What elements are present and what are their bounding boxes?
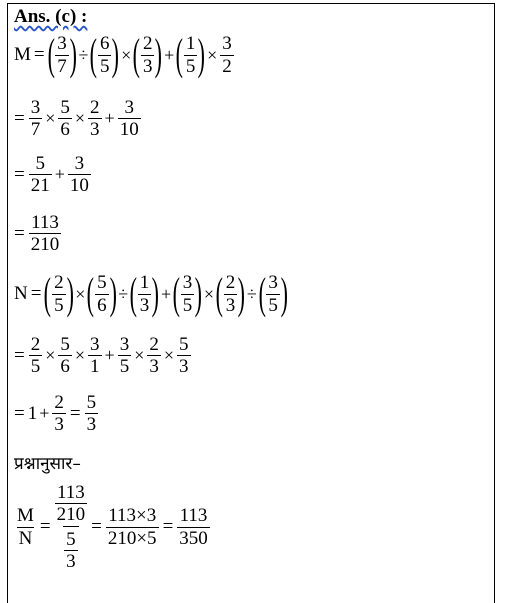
equals-sign: = [14, 344, 25, 366]
fraction: $\frac{5}{3}$ [179, 334, 189, 378]
operator: × [134, 345, 145, 366]
fraction: $\frac{2}{3}$ [90, 97, 100, 141]
fraction: $\frac{5}{6}$ [60, 97, 70, 141]
paren-fraction: ( $\frac{2}{3}$ ) [132, 30, 163, 79]
fraction: $\frac{2}{3}$ [54, 392, 64, 436]
n-definition [14, 269, 288, 318]
m-step-2 [14, 153, 92, 197]
hindi-label [14, 451, 81, 474]
operator: + [39, 403, 50, 424]
compound-fraction [54, 482, 89, 572]
m-symbol: M [14, 44, 31, 65]
fraction: $\frac{3}{10}$ [119, 97, 139, 141]
operator: × [203, 283, 215, 304]
m-step-1 [14, 97, 142, 141]
paren-fraction: ( $\frac{3}{7}$ ) [47, 30, 77, 79]
operator: ÷ [78, 44, 89, 65]
operator: ÷ [246, 283, 257, 304]
operator: × [121, 44, 132, 65]
fraction: $\frac{113}{350}$ [179, 505, 208, 549]
operator: × [75, 283, 86, 304]
fraction: $\frac{5}{6}$ [60, 334, 70, 378]
operator: ÷ [118, 283, 129, 304]
operator: + [104, 108, 115, 129]
fraction: $\frac{5}{21}$ [30, 153, 50, 197]
fraction-m-over-n: $\frac{M}{N}$ [17, 505, 34, 549]
operator: + [54, 164, 65, 185]
operator: × [74, 345, 86, 366]
paren-fraction: ( $\frac{3}{5}$ ) [258, 269, 288, 318]
fraction: $\frac{3}{5}$ [119, 334, 130, 378]
paren-fraction: ( $\frac{5}{6}$ ) [87, 269, 117, 318]
paren-fraction: ( $\frac{1}{5}$ ) [175, 30, 206, 79]
operator: + [164, 44, 175, 65]
equals-sign: = [14, 107, 25, 129]
equals-sign: = [14, 402, 25, 424]
fraction: $\frac{3}{7}$ [30, 97, 41, 141]
n-step-1 [14, 334, 192, 378]
fraction: $\frac{2}{5}$ [30, 334, 41, 378]
n-symbol: N [14, 283, 28, 304]
n-result [14, 392, 99, 436]
operator: + [104, 345, 115, 366]
fraction: $\frac{5}{3}$ [86, 392, 97, 436]
equals-sign: = [14, 222, 25, 244]
paren-fraction: ( $\frac{3}{5}$ ) [172, 269, 203, 318]
answer-label: Ans. (c) : [14, 6, 88, 27]
fraction: $\frac{3}{10}$ [69, 153, 89, 197]
fraction: $\frac{113\times 3}{210\times 5}$ [107, 505, 157, 549]
answer-heading [14, 6, 87, 28]
fraction: $\frac{3}{2}$ [222, 33, 232, 77]
operator: × [163, 345, 174, 366]
fraction: $\frac{2}{3}$ [149, 334, 159, 378]
equals-sign: = [14, 163, 25, 185]
m-result [14, 212, 62, 256]
according-to-question-text: प्रश्नानुसार– [14, 454, 81, 474]
equals-sign: = [91, 516, 102, 538]
fraction: $\frac{5}{3}$ [66, 528, 76, 572]
equals-sign: = [39, 516, 51, 538]
paren-fraction: ( $\frac{2}{5}$ ) [44, 269, 74, 318]
fraction: $\frac{113}{210}$ [56, 482, 86, 526]
ratio-equation [14, 482, 211, 572]
integer-term: 1 [27, 402, 38, 424]
operator: × [45, 108, 56, 129]
m-definition [14, 30, 235, 79]
paren-fraction: ( $\frac{6}{5}$ ) [89, 30, 120, 79]
operator: + [160, 283, 172, 304]
equals-sign: = [33, 44, 45, 65]
fraction: $\frac{3}{1}$ [90, 334, 100, 378]
fraction: $\frac{113}{210}$ [30, 212, 60, 256]
operator: × [74, 108, 86, 129]
equals-sign: = [69, 402, 81, 424]
paren-fraction: ( $\frac{2}{3}$ ) [215, 269, 246, 318]
operator: × [207, 44, 218, 65]
operator: × [45, 345, 56, 366]
equals-sign: = [162, 516, 174, 538]
paren-fraction: ( $\frac{1}{3}$ ) [129, 269, 160, 318]
equals-sign: = [30, 283, 42, 304]
